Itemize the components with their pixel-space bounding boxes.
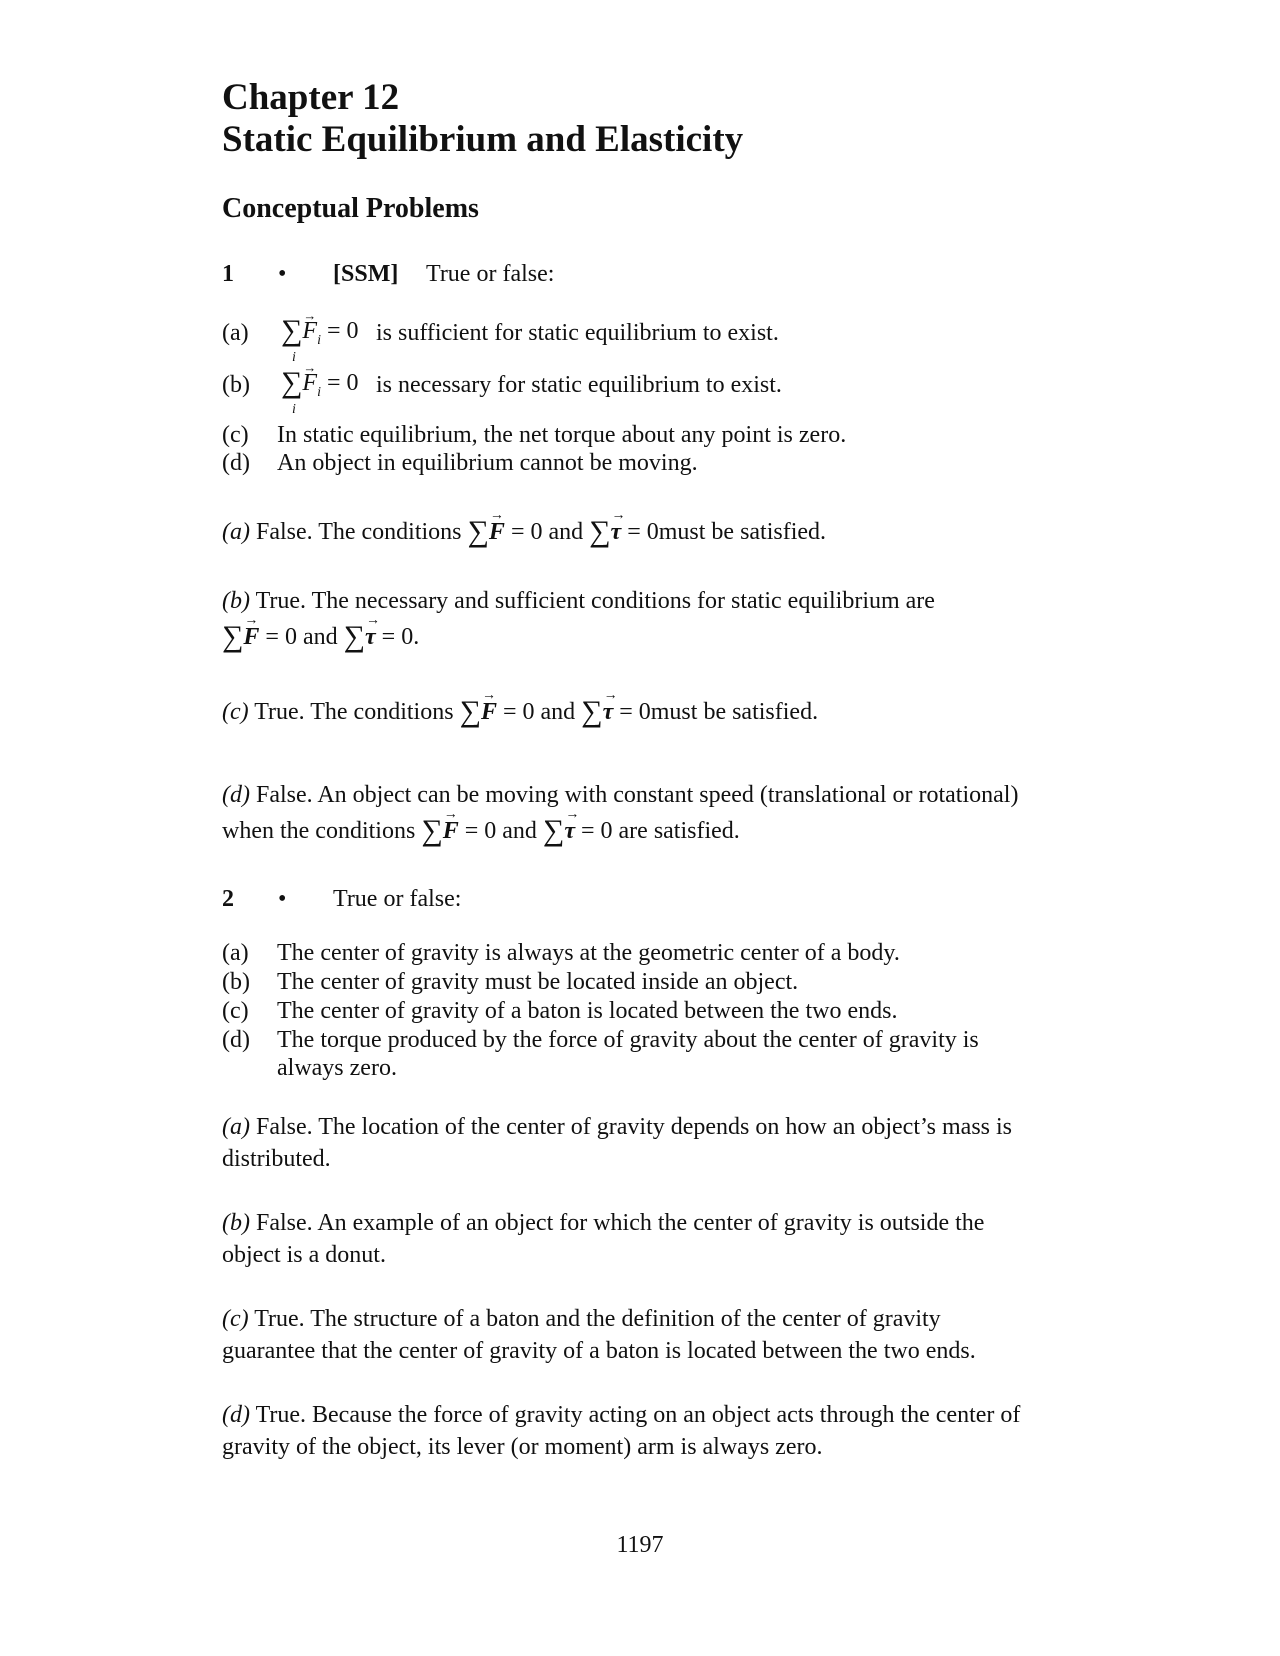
problem-1-tag: [SSM] <box>333 261 399 287</box>
p2-answer-a-line2: distributed. <box>222 1146 331 1172</box>
p1-answer-d-text1: False. An object can be moving with constant speed (translational or rotational) <box>255 782 1019 808</box>
p1-item-c-text: In static equilibrium, the net torque about any point is zero. <box>277 422 847 448</box>
p2-answer-a-label: (a) <box>222 1114 250 1140</box>
problem-2-number: 2 <box>222 886 234 912</box>
problem-1-prompt: True or false: <box>426 261 555 287</box>
p1-item-c-label: (c) <box>222 422 249 448</box>
p1-answer-a-mid: and <box>548 519 584 545</box>
p2-item-d-text2: always zero. <box>277 1055 397 1081</box>
p1-item-b-formula: ∑→ $F_i = 0$ <box>281 366 365 408</box>
page-number: 1197 <box>616 1532 664 1558</box>
p1-item-a-formula: ∑→ $F_i = 0$ <box>281 314 365 356</box>
problem-2-bullet: • <box>278 886 287 912</box>
p1-answer-d-label: (d) <box>222 782 250 808</box>
p2-answer-b-line2: object is a donut. <box>222 1242 386 1268</box>
p1-answer-d-tail: are satisfied. <box>618 818 740 844</box>
p2-answer-a-text: False. The location of the center of gravity depends on how an object’s mass is <box>255 1114 1013 1140</box>
p1-answer-b-line1 <box>222 586 935 616</box>
problem-1-number: 1 <box>222 261 234 287</box>
problem-1-bullet: • <box>278 261 287 287</box>
p1-answer-d-line1 <box>222 780 1018 810</box>
section-heading: Conceptual Problems <box>222 193 479 224</box>
p1-answer-b-mid: and <box>302 624 338 650</box>
p1-answer-c-label: (c) <box>222 699 249 725</box>
p1-answer-a: (a) False. The conditions ∑→ F = 0 and ∑→ τ = 0must be satisfied. <box>222 515 826 547</box>
p1-item-d-text: An object in equilibrium cannot be moving. <box>277 450 698 476</box>
p2-answer-c-label: (c) <box>222 1306 249 1332</box>
p1-answer-b-label: (b) <box>222 588 250 614</box>
chapter-label: Chapter 12 <box>222 77 400 118</box>
p1-item-a-text: is sufficient for static equilibrium to exist. <box>376 320 779 346</box>
p1-answer-d-lead: when the conditions <box>222 818 416 844</box>
p1-answer-b-tail: . <box>413 624 420 650</box>
p1-answer-a-lead: False. The conditions <box>255 519 462 545</box>
p2-answer-b-label: (b) <box>222 1210 250 1236</box>
p1-answer-c-tail: must be satisfied. <box>650 699 819 725</box>
p2-item-c-text: The center of gravity of a baton is located between the two ends. <box>277 998 898 1024</box>
p2-item-d-label: (d) <box>222 1027 250 1053</box>
p1-answer-a-tail: must be satisfied. <box>658 519 827 545</box>
p2-answer-d-label: (d) <box>222 1402 250 1428</box>
p1-answer-b-lead: True. The necessary and sufficient conditions for static equilibrium are <box>255 588 935 614</box>
p2-item-a-label: (a) <box>222 940 249 966</box>
p1-item-a-sum-index: i <box>292 350 296 365</box>
p1-item-b-label: (b) <box>222 372 250 398</box>
p1-answer-c-lead: True. The conditions <box>254 699 454 725</box>
p1-item-b-sum-index: i <box>292 402 296 417</box>
p1-answer-d-line2: when the conditions ∑→ F = 0 and ∑→ τ = 0 are satisfied. <box>222 814 740 846</box>
problem-2-prompt: True or false: <box>333 886 462 912</box>
p1-item-b-text: is necessary for static equilibrium to exist. <box>376 372 782 398</box>
p1-answer-c-mid: and <box>540 699 576 725</box>
p2-item-a-text: The center of gravity is always at the geometric center of a body. <box>277 940 900 966</box>
p1-answer-c: (c) True. The conditions ∑→ F = 0 and ∑→ τ = 0must be satisfied. <box>222 695 818 727</box>
p2-answer-b-text: False. An example of an object for which the center of gravity is outside the <box>255 1210 985 1236</box>
p2-answer-a-line1 <box>222 1112 1012 1142</box>
p2-answer-d-text: True. Because the force of gravity acting on an object acts through the center of <box>255 1402 1021 1428</box>
chapter-title: Static Equilibrium and Elasticity <box>222 119 744 160</box>
p2-answer-d-line2: gravity of the object, its lever (or moment) arm is always zero. <box>222 1434 823 1460</box>
p1-item-d-label: (d) <box>222 450 250 476</box>
p2-answer-c-line1 <box>222 1304 941 1334</box>
p1-answer-b-line2: ∑→ F = 0 and ∑→ τ = 0. <box>222 620 419 652</box>
p2-answer-d-line1 <box>222 1400 1020 1430</box>
p1-answer-d-mid: and <box>502 818 537 844</box>
p2-item-b-label: (b) <box>222 969 250 995</box>
p1-answer-a-label: (a) <box>222 519 250 545</box>
p1-item-a-label: (a) <box>222 320 249 346</box>
p2-answer-c-text: True. The structure of a baton and the definition of the center of gravity <box>254 1306 941 1332</box>
p2-item-c-label: (c) <box>222 998 249 1024</box>
p2-answer-b-line1 <box>222 1208 984 1238</box>
p2-item-d-text: The torque produced by the force of gravity about the center of gravity is <box>277 1027 979 1053</box>
p2-answer-c-line2: guarantee that the center of gravity of a baton is located between the two ends. <box>222 1338 976 1364</box>
p2-item-b-text: The center of gravity must be located inside an object. <box>277 969 799 995</box>
